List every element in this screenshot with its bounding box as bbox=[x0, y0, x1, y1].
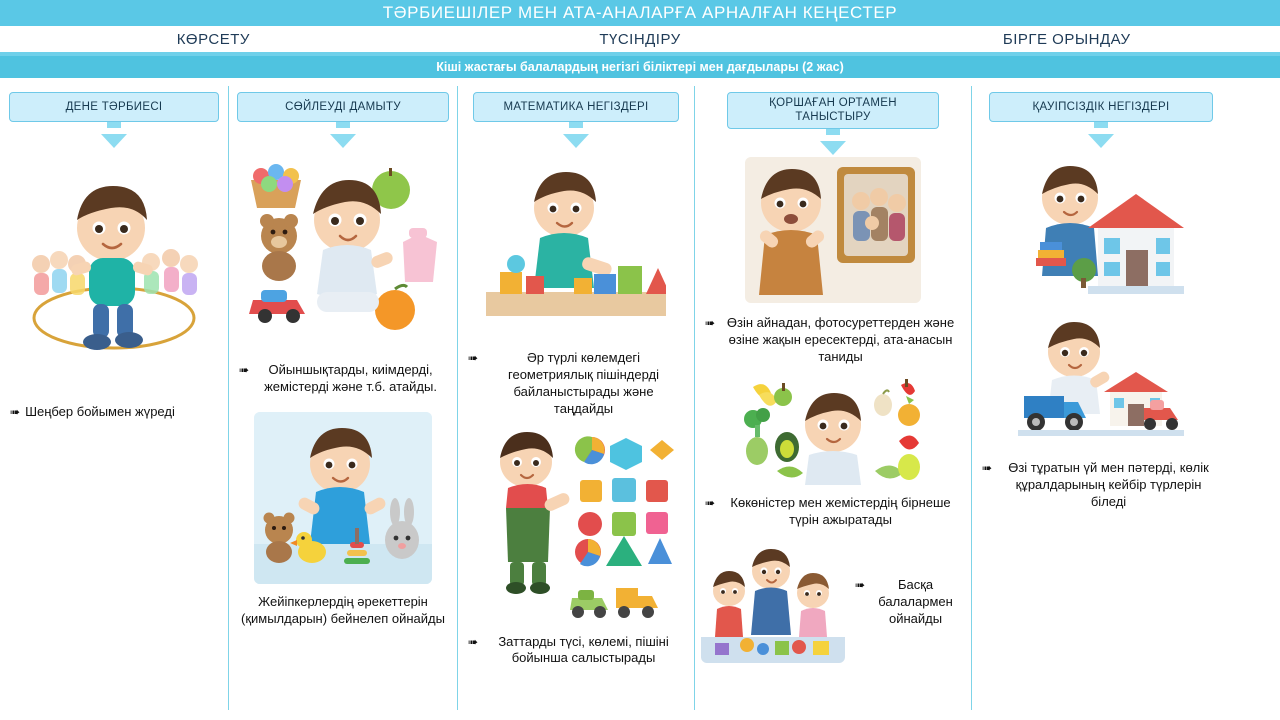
column-speech-development bbox=[229, 78, 457, 710]
subtitle-row bbox=[0, 26, 1280, 52]
bullet-text: Шеңбер бойымен жүреді bbox=[25, 404, 175, 419]
colored-shapes-illustration bbox=[476, 428, 676, 624]
chevron-down-icon bbox=[101, 134, 127, 148]
bullet-arrow-icon: ➠ bbox=[468, 634, 479, 649]
page-title: ТӘРБИЕШІЛЕР МЕН АТА-АНАЛАРҒА АРНАЛҒАН КЕҢЕСТЕР bbox=[382, 3, 898, 22]
child-with-transport-illustration bbox=[1018, 322, 1184, 444]
chevron-down-icon bbox=[1088, 134, 1114, 148]
column-physical-education bbox=[0, 78, 228, 710]
column-header-label: ҚОРШАҒАН ОРТАМЕН ТАНЫСТЫРУ bbox=[769, 97, 897, 124]
column-header-safety-basics bbox=[989, 92, 1213, 122]
bullet-arrow-icon: ➠ bbox=[705, 315, 716, 330]
bullet-item bbox=[458, 350, 694, 418]
bullet-item bbox=[0, 404, 228, 421]
banner-text: Кіші жастағы балалардың негізгі біліктері мен дағдылары (2 жас) bbox=[436, 60, 844, 74]
child-with-shapes-illustration bbox=[486, 156, 666, 336]
bullet-text: Заттарды түсі, көлемі, пішіні бойынша салыстырады bbox=[498, 633, 669, 666]
bullet-arrow-icon: ➠ bbox=[982, 461, 993, 475]
column-header-label: ҚАУІПСІЗДІК НЕГІЗДЕРІ bbox=[1032, 100, 1170, 113]
bullet-text: Ойыншықтарды, киімдерді, жемістерді және т.б. атайды. bbox=[264, 362, 437, 394]
bullet-text: Өзін айнадан, фотосуреттерден және өзіне жақын ересектерді, ата-анасын таниды bbox=[726, 314, 955, 364]
column-header-environment bbox=[727, 92, 939, 129]
subtitle-show: КӨРСЕТУ bbox=[176, 30, 250, 48]
child-running-illustration bbox=[19, 168, 209, 368]
banner bbox=[0, 56, 1280, 78]
arrow-stem bbox=[569, 122, 583, 128]
bullet-item bbox=[229, 594, 457, 628]
columns-container bbox=[0, 78, 1280, 710]
roleplay-toys-illustration bbox=[254, 412, 432, 584]
bullet-item bbox=[695, 495, 971, 529]
bullet-item bbox=[458, 634, 694, 668]
chevron-down-icon bbox=[563, 134, 589, 148]
column-header-label: МАТЕМАТИКА НЕГІЗДЕРІ bbox=[503, 100, 649, 113]
bullet-item bbox=[972, 460, 1230, 511]
chevron-down-icon bbox=[820, 141, 846, 155]
arrow-stem bbox=[107, 122, 121, 128]
arrow-stem bbox=[1094, 122, 1108, 128]
child-and-house-illustration bbox=[1018, 154, 1184, 314]
bullet-text: Әр түрлі көлемдегі геометриялық пішіндерді байланыстырады және таңдайды bbox=[508, 350, 660, 416]
fruits-vegetables-child-illustration bbox=[733, 375, 933, 485]
bullet-arrow-icon: ➠ bbox=[468, 351, 479, 365]
column-header-math-basics bbox=[473, 92, 679, 122]
bullet-arrow-icon: ➠ bbox=[855, 577, 866, 592]
children-playing-illustration bbox=[701, 541, 845, 663]
subtitle-do-together: БІРГЕ ОРЫНДАУ bbox=[1002, 30, 1131, 48]
arrow-stem bbox=[336, 122, 350, 128]
bullet-arrow-icon: ➠ bbox=[705, 496, 716, 511]
bullet-text: Жейіпкерлердің әрекеттерін (қимылдарын) бейнелеп ойнайды bbox=[241, 593, 445, 626]
subtitle-explain: ТҮСІНДІРУ bbox=[599, 30, 681, 48]
column-header-label: СӨЙЛЕУДІ ДАМЫТУ bbox=[285, 100, 401, 113]
page-title-bar bbox=[0, 0, 1280, 26]
bullet-text: Өзі тұратын үй мен пәтерді, көлік құралдарының кейбір түрлерін біледі bbox=[1008, 460, 1209, 509]
toys-and-child-illustration bbox=[243, 158, 443, 348]
bullet-text: Көкөністер мен жемістердің бірнеше түрін ажыратады bbox=[730, 495, 951, 528]
bullet-text: Басқа балалармен ойнайды bbox=[878, 576, 953, 626]
bullet-arrow-icon: ➠ bbox=[10, 405, 21, 419]
arrow-stem bbox=[826, 129, 840, 135]
bullet-item bbox=[845, 577, 971, 628]
column-header-label: ДЕНЕ ТӘРБИЕСІ bbox=[65, 100, 163, 113]
chevron-down-icon bbox=[330, 134, 356, 148]
column-header-physical-education bbox=[9, 92, 219, 122]
column-header-speech-development bbox=[237, 92, 449, 122]
column-environment bbox=[695, 78, 971, 710]
bullet-arrow-icon: ➠ bbox=[239, 363, 250, 377]
bullet-item bbox=[229, 362, 457, 396]
bullet-item bbox=[695, 315, 971, 366]
child-mirror-family-illustration bbox=[745, 157, 921, 303]
column-math-basics bbox=[458, 78, 694, 710]
column-safety-basics bbox=[972, 78, 1230, 710]
